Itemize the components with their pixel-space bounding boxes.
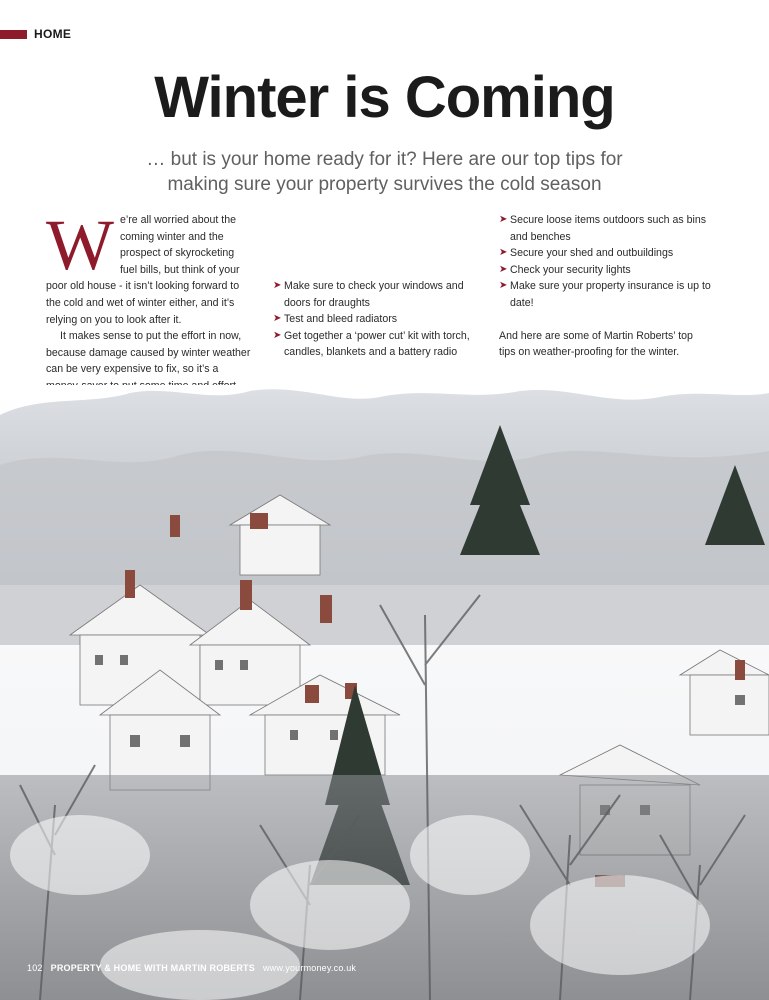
page-footer: [27, 963, 356, 973]
list-item: ➤ Test and bleed radiators: [273, 311, 485, 328]
arrow-bullet-icon: ➤: [499, 280, 508, 292]
intro-paragraph: [46, 205, 254, 328]
list-gap: [499, 312, 711, 328]
list-item: ➤ Check your security lights: [499, 262, 711, 279]
tips-list-b: [499, 212, 711, 312]
list-item: ➤ Get together a ‘power cut’ kit with torch, candles, blankets and a battery radio: [273, 329, 470, 359]
drop-cap: W: [46, 205, 114, 285]
arrow-bullet-icon: ➤: [273, 280, 282, 291]
list-item: ➤ Make sure your property insurance is up to date!: [499, 280, 711, 309]
section-label: HOME: [34, 27, 72, 41]
article-column-3: [499, 212, 711, 361]
subtitle-line-1: … but is your home ready for it? Here are our top tips for: [146, 149, 623, 170]
section-accent-bar: [0, 30, 27, 39]
list-item: ➤ Make sure to check your windows and doors for draughts: [273, 280, 464, 309]
publication-name: PROPERTY & HOME WITH MARTIN ROBERTS: [50, 963, 255, 973]
intro-text: e’re all worried about the coming winter and the prospect of skyrocketing fuel bills, but think of your poor old house - it isn’t looking forward to the cold and wet of winter either, and it’s relying on you to look after it.: [46, 214, 240, 326]
column-2-continuation-space: [273, 212, 485, 278]
tips-list-a: [273, 278, 485, 361]
subtitle-line-2: making sure your property survives the cold season: [167, 174, 602, 195]
snowy-village-photo: [0, 385, 769, 1000]
arrow-bullet-icon: ➤: [499, 247, 508, 259]
publication-url[interactable]: www.yourmoney.co.uk: [262, 963, 357, 973]
article-column-2: [273, 212, 485, 361]
second-paragraph: It makes sense to put the effort in now, because damage caused by winter weather can be very expensive to fix, so it’s a: [46, 330, 251, 376]
article-subtitle: [0, 147, 769, 197]
arrow-bullet-icon: ➤: [499, 214, 508, 225]
arrow-bullet-icon: ➤: [273, 313, 282, 325]
closing-paragraph: And here are some of Martin Roberts’ top tips on weather-proofing for the winter.: [499, 329, 693, 359]
list-item: ➤ Secure loose items outdoors such as bins and benches: [499, 214, 707, 243]
article-title: Winter is Coming: [154, 65, 615, 130]
list-item: ➤ Secure your shed and outbuildings: [499, 245, 711, 262]
arrow-bullet-icon: ➤: [499, 263, 508, 275]
arrow-bullet-icon: ➤: [273, 329, 282, 341]
page-number: 102: [27, 963, 43, 973]
